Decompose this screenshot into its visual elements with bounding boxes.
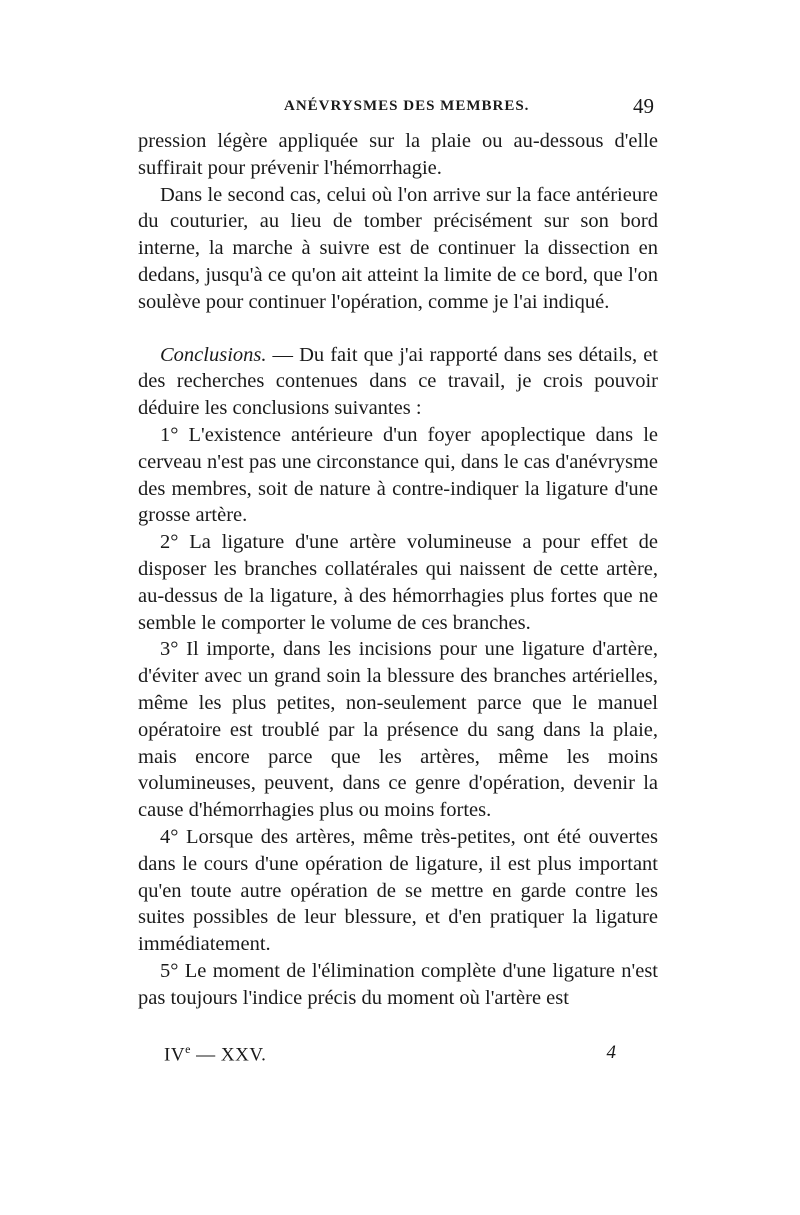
- conclusion-4: 4° Lorsque des artères, même très-petites, ont été ouvertes dans le cours d'une opération de ligature, il est plus important qu'en toute autre opération de se mettre en garde contre les suites possibles de leur blessure, et d'en pratiquer la ligature immédiatement.: [138, 825, 658, 956]
- running-head: ANÉVRYSMES DES MEMBRES.: [284, 98, 530, 114]
- conclusion-3: 3° Il importe, dans les incisions pour une ligature d'artère, d'éviter avec un grand soin la blessure des branches artérielles, même les plus petites, non-seulement parce que le manuel opératoire est troublé par la présence du sang dans la plaie, mais encore parce que les artères, même les moins volumineuses, peuvent, dans ce genre d'opération, devenir la cause d'hémorrhagies plus ou moins fortes.: [138, 638, 658, 822]
- conclusion-2: 2° La ligature d'une artère volumineuse a pour effet de disposer les branches collatérales qui naissent de cette artère, au-dessus de la ligature, à des hémorrhagies plus fortes que ne semble le comporter le volume de ces branches.: [138, 531, 658, 634]
- conclusion-5: 5° Le moment de l'élimination complète d'une ligature n'est pas toujours l'indice précis du moment où l'artère est: [138, 959, 658, 1009]
- paragraph-continuation: pression légère appliquée sur la plaie ou au-dessous d'elle suffirait pour prévenir l'hémorrhagie.: [138, 130, 658, 179]
- paragraph-second-case: Dans le second cas, celui où l'on arrive sur la face antérieure du couturier, au lieu de tomber précisément sur son bord interne, la marche à suivre est de continuer la dissection en dedans, jusqu'à ce qu'on ait atteint la limite de ce bord, que l'on soulève pour continuer l'opération, comme je l'ai indiqué.: [138, 183, 658, 313]
- signature-sup: e: [185, 1042, 191, 1056]
- sheet-number: 4: [606, 1042, 616, 1063]
- paragraph-conclusions: [138, 342, 658, 422]
- page-footer: [138, 1042, 658, 1068]
- signature-mark: [164, 1042, 266, 1066]
- page-header: [138, 96, 658, 126]
- conclusions-heading: Conclusions.: [160, 343, 267, 366]
- conclusion-1: 1° L'existence antérieure d'un foyer apoplectique dans le cerveau n'est pas une circonstance qui, dans le cas d'anévrysme des membres, soit de nature à contre-indiquer la ligature d'une grosse artère.: [138, 423, 658, 527]
- conclusions-intro: — Du fait que j'ai rapporté dans ses détails, et des recherches contenues dans ce travail, je crois pouvoir déduire les conclusions suivantes :: [138, 343, 658, 420]
- signature-rest: — XXV.: [190, 1044, 267, 1066]
- page-number: 49: [633, 94, 654, 118]
- signature-main: IV: [164, 1044, 186, 1066]
- body-text: [138, 128, 658, 1012]
